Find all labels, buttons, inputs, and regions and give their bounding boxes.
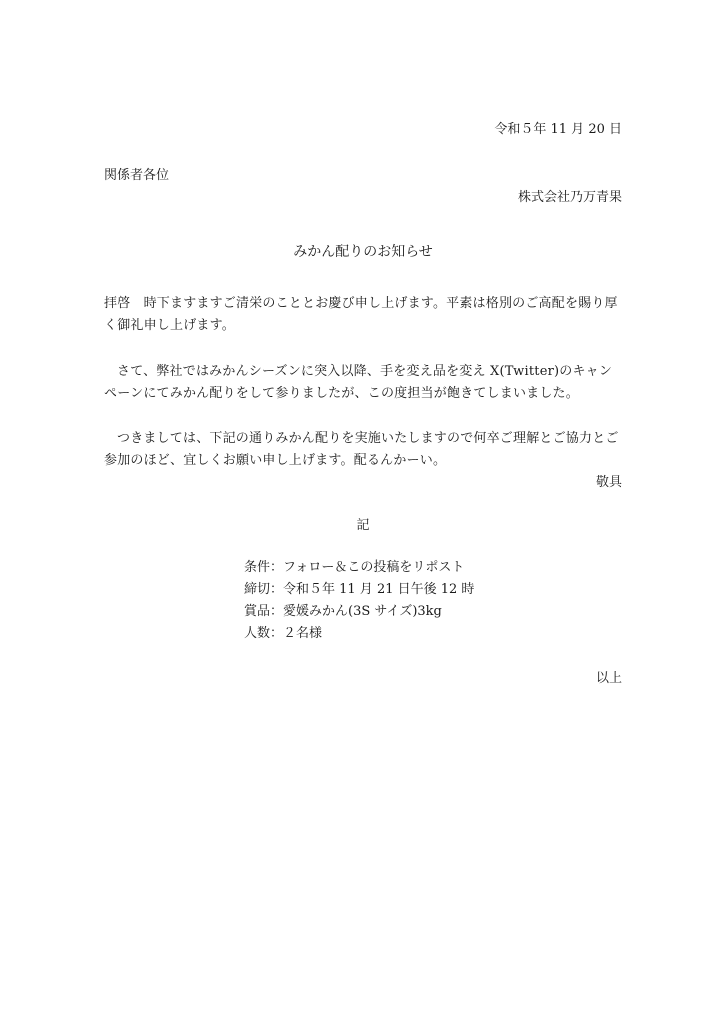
detail-prize: 賞品：愛媛みかん(3S サイズ)3kg (244, 604, 442, 619)
details-list (244, 557, 604, 645)
detail-deadline: 締切：令和５年 11 月 21 日午後 12 時 (244, 582, 475, 597)
letter-date: 令和５年 11 月 20 日 (494, 122, 622, 137)
closing-keigu: 敬具 (595, 475, 622, 490)
greeting-paragraph: 拝啓 時下ますますご清栄のこととお慶び申し上げます。平素は格別のご高配を賜り厚く御礼申し上げます。 (104, 296, 618, 333)
letter-page (104, 0, 622, 1024)
letter-title: みかん配りのお知らせ (293, 244, 433, 260)
body-paragraph-1: さて、弊社ではみかんシーズンに突入以降、手を変え品を変え X(Twitter)のキャンペーンにてみかん配りをして参りましたが、この度担当が飽きてしまいました。 (104, 364, 613, 401)
ki-heading: 記 (356, 518, 370, 533)
detail-condition: 条件：フォロー＆この投稿をリポスト (244, 560, 465, 575)
end-ijou: 以上 (595, 671, 622, 686)
addressee: 関係者各位 (104, 168, 170, 183)
body-paragraph-2: つきましては、下記の通りみかん配りを実施いたしますので何卒ご理解とご協力とご参加のほど、宜しくお願い申し上げます。配るんかーい。 (104, 431, 619, 468)
detail-count: 人数：２名様 (244, 626, 323, 641)
sender-company: 株式会社乃万青果 (517, 190, 622, 205)
